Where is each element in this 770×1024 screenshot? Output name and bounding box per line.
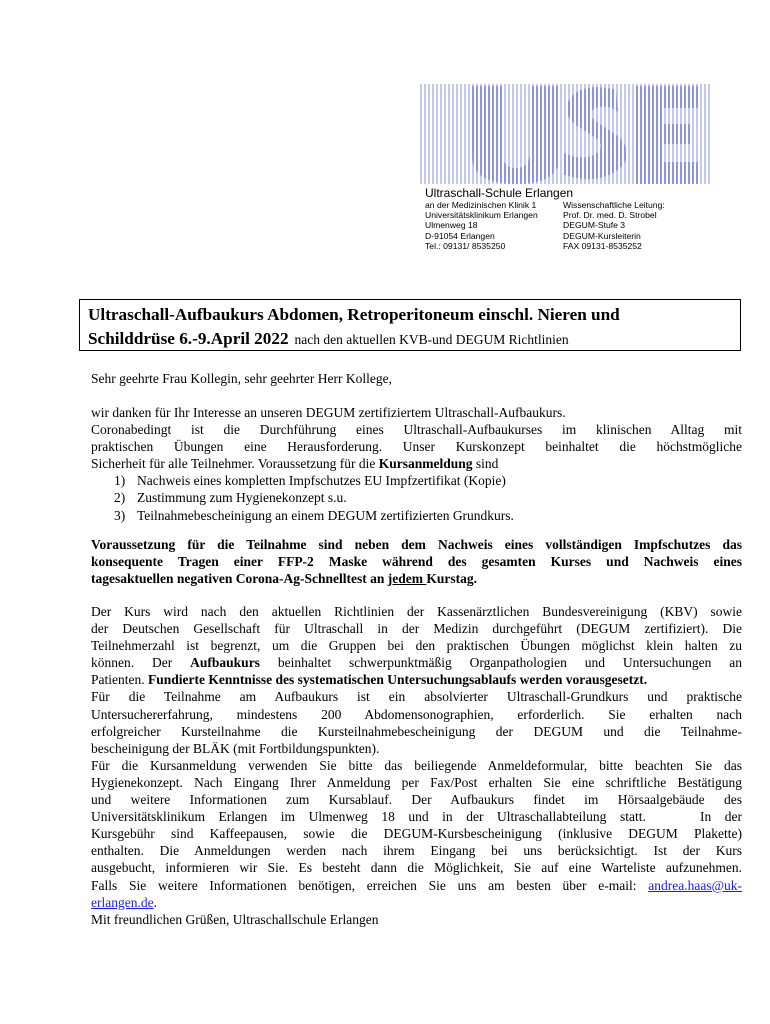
course-title-box	[79, 299, 741, 351]
email-link[interactable]: andrea.haas@uk-	[648, 877, 742, 893]
list-item	[91, 472, 742, 489]
text-run: sind	[472, 456, 499, 472]
text-run: beinhaltet schwerpunktmäßig Organpathologien und Untersuchungen an	[259, 655, 742, 671]
course-subtitle: nach den aktuellen KVB-und DEGUM Richtlinien	[294, 332, 569, 347]
salutation-text: Sehr geehrte Frau Kollegin, sehr geehrter Herr Kollege,	[91, 371, 393, 386]
text-line: Für die Kursanmeldung verwenden Sie bitte das beiliegende Anmeldeformular, bitte beachten Sie das	[91, 757, 742, 773]
list-number: 1)	[114, 473, 126, 489]
text-run: Sicherheit für alle Teilnehmer. Voraussetzung für die	[91, 456, 379, 472]
list-number: 3)	[114, 507, 126, 523]
text-line: Universitätsklinikum Erlangen im Ulmenweg 18 und in der Ultraschallabteilung statt. In der	[91, 809, 742, 825]
address-line: an der Medizinischen Klinik 1	[425, 200, 537, 210]
fax-line: FAX 09131-8535252	[563, 240, 642, 251]
text-line: erfolgreicher Kursteilnahme die Kursteilnahmebescheinigung der DEGUM und die Teilnahme-	[91, 723, 742, 739]
text-line: wir danken für Ihr Interesse an unseren DEGUM zertifiziertem Ultraschall-Aufbaukurs.	[91, 405, 566, 420]
text-line: enthalten. Die Anmeldungen werden nach ihrem Eingang bei uns berücksichtigt. Ist der Kurs	[91, 843, 742, 859]
school-name: Ultraschall-Schule Erlangen	[425, 186, 574, 200]
text-run: tagesaktuellen negativen Corona-Ag-Schnelltest an	[91, 571, 388, 587]
text-run: Kurstag.	[426, 571, 477, 587]
text-line: ausgebucht, informieren wir Sie. Es besteht dann die Möglichkeit, Sie auf eine Warteliste aufzunehmen.	[91, 860, 742, 876]
list-item	[91, 489, 742, 506]
text-line: bescheinigung der BLÄK (mit Fortbildungspunkten).	[91, 740, 380, 756]
text-run-underlined: jedem	[387, 571, 427, 587]
text-line: und weitere Informationen zum Kursablauf. Der Aufbaukurs findet im Hörsaalgebäude des	[91, 792, 742, 808]
list-text: Teilnahmebescheinigung an einem DEGUM zertifizierten Grundkurs.	[137, 507, 514, 523]
text-line	[91, 654, 742, 671]
vaccination-notice	[91, 536, 742, 587]
leadership-line: DEGUM-Kursleiterin	[563, 230, 641, 241]
list-number: 2)	[114, 490, 126, 506]
text-line	[91, 894, 742, 911]
text-run: können. Der	[91, 655, 191, 671]
address-line: Universitätsklinikum Erlangen	[425, 210, 538, 221]
text-run: .	[153, 894, 157, 910]
text-line: Kursgebühr sind Kaffeepausen, sowie die DEGUM-Kursbescheinigung (inklusive DEGUM Plakette)	[91, 826, 742, 842]
requirements-list	[91, 472, 742, 523]
list-text: Nachweis eines kompletten Impfschutzes EU Impfzertifikat (Kopie)	[137, 473, 506, 489]
text-line: Untersuchererfahrung, mindestens 200 Abdomensonographien, erforderlich. Sie erhalten nach	[91, 706, 742, 722]
text-line: Teilnehmerzahl ist begrenzt, um die Gruppen bei den praktischen Übungen möglichst klein halten zu	[91, 638, 742, 654]
letterhead-leadership	[563, 200, 665, 251]
text-line	[91, 877, 742, 894]
letterhead-address	[425, 200, 538, 251]
text-line	[91, 570, 742, 587]
list-item	[91, 507, 742, 524]
phone-line: Tel.: 09131/ 8535250	[425, 240, 506, 251]
text-line	[91, 671, 742, 688]
course-title-line: Ultraschall-Aufbaukurs Abdomen, Retroperitoneum einschl. Nieren und	[88, 305, 620, 324]
closing-line: Mit freundlichen Grüßen, Ultraschallschule Erlangen	[91, 911, 379, 927]
ultraschall-schule-logo	[420, 84, 710, 184]
leadership-line: DEGUM-Stufe 3	[563, 220, 626, 231]
course-title-line	[88, 327, 732, 352]
course-title-date: Schilddrüse 6.-9.April 2022	[88, 329, 289, 348]
text-run-bold: Aufbaukurs	[190, 655, 260, 671]
email-link[interactable]: erlangen.de	[91, 894, 154, 910]
intro-paragraph	[91, 404, 742, 524]
text-line: der Deutschen Gesellschaft für Ultraschall in der Medizin durchgeführt (DEGUM zertifiziert). Die	[91, 621, 742, 637]
address-line: D-91054 Erlangen	[425, 230, 495, 241]
text-line: Für die Teilnahme am Aufbaukurs ist ein absolvierter Ultraschall-Grundkurs und praktische	[91, 689, 742, 705]
text-run-bold: Fundierte Kenntnisse des systematischen Untersuchungsablaufs werden vorausgesetzt.	[148, 672, 648, 688]
text-line: Voraussetzung für die Teilnahme sind neben dem Nachweis eines vollständigen Impfschutzes das	[91, 537, 742, 552]
salutation	[91, 370, 742, 387]
text-line: Der Kurs wird nach den aktuellen Richtlinien der Kassenärztlichen Bundesvereinigung (KBV) sowie	[91, 604, 742, 619]
text-run-bold: Kursanmeldung	[378, 456, 473, 472]
text-line: Hygienekonzept. Nach Eingang Ihrer Anmeldung per Fax/Post erhalten Sie eine schriftliche Bestätigung	[91, 774, 742, 790]
list-text: Zustimmung zum Hygienekonzept s.u.	[137, 490, 347, 506]
text-run: Falls Sie weitere Informationen benötigen, erreichen Sie uns am besten über e-mail:	[91, 877, 649, 893]
text-line: praktischen Übungen eine Herausforderung. Unser Kurskonzept beinhaltet die höchstmögliche	[91, 439, 742, 455]
leadership-line: Wissenschaftliche Leitung:	[563, 200, 665, 210]
text-line	[91, 455, 742, 472]
leadership-line: Prof. Dr. med. D. Strobel	[563, 210, 657, 221]
text-line: konsequente Tragen einer FFP-2 Maske während des gesamten Kurses und Nachweis eines	[91, 554, 742, 570]
text-run: Patienten.	[91, 672, 148, 688]
text-line: Coronabedingt ist die Durchführung eines Ultraschall-Aufbaukurses im klinischen Alltag mit	[91, 422, 742, 438]
course-details	[91, 603, 742, 928]
address-line: Ulmenweg 18	[425, 220, 478, 231]
